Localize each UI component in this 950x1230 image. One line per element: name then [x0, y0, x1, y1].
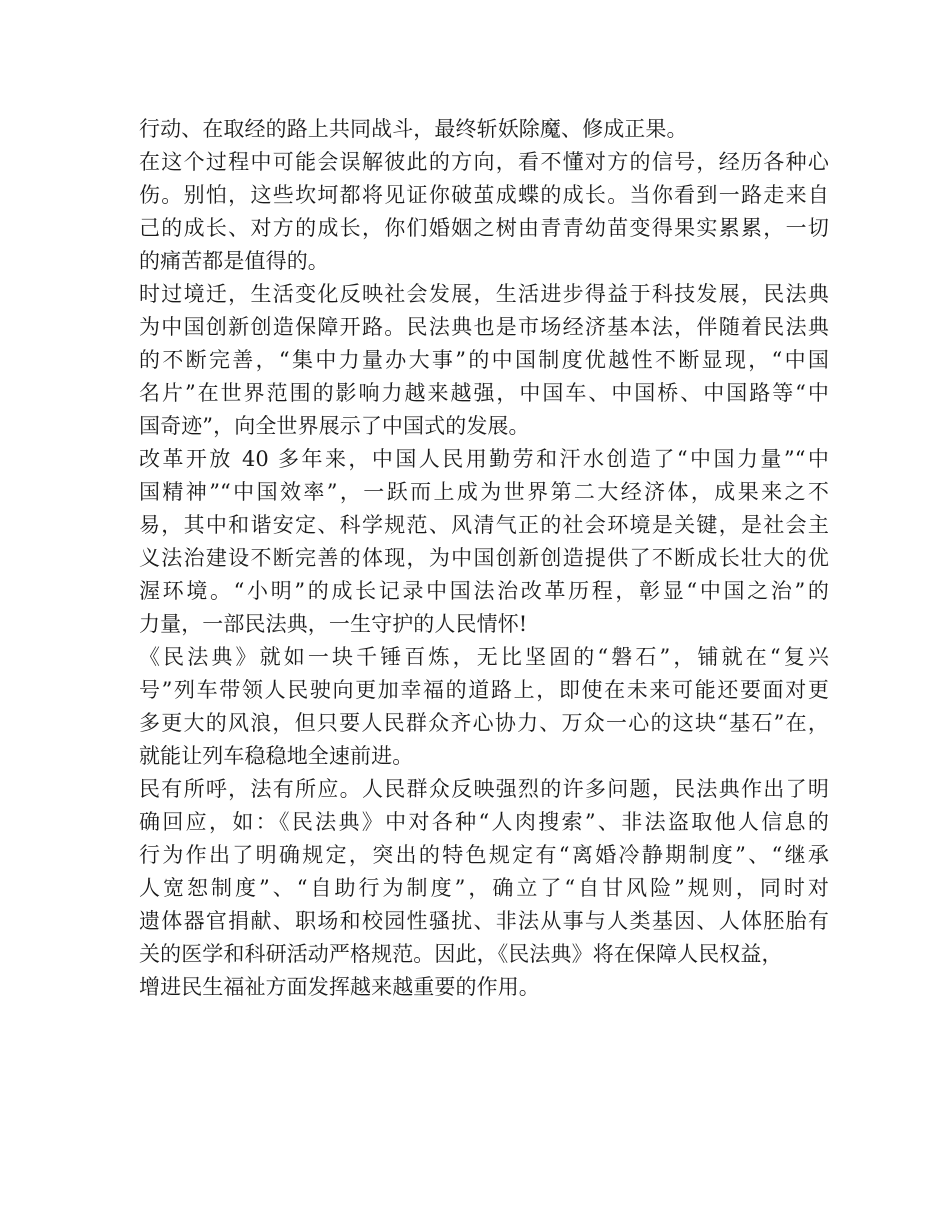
text-line: 义法治建设不断完善的体现，为中国创新创造提供了不断成长壮大的优 [139, 546, 829, 570]
text-line: 号”列车带领人民驶向更加幸福的道路上，即使在未来可能还要面对更 [139, 678, 829, 702]
text-line: 确回应，如：《民法典》中对各种“人肉搜索”、非法盗取他人信息的 [139, 810, 829, 834]
text-line: 国奇迹”，向全世界展示了中国式的发展。 [139, 414, 530, 438]
text-line: 伤。别怕，这些坎坷都将见证你破茧成蝶的成长。当你看到一路走来自 [139, 183, 829, 207]
text-line: 多更大的风浪，但只要人民群众齐心协力、万众一心的这块“基石”在， [139, 711, 829, 735]
text-line: 关的医学和科研活动严格规范。因此，《民法典》将在保障人民权益， [139, 942, 783, 966]
text-line: 增进民生福祉方面发挥越来越重要的作用。 [139, 975, 540, 999]
paragraph [139, 641, 829, 773]
text-line: 力量，一部民法典，一生守护的人民情怀! [139, 612, 528, 636]
text-line: 民有所呼，法有所应。人民群众反映强烈的许多问题，民法典作出了明 [139, 777, 829, 801]
paragraph [139, 773, 829, 1004]
paragraph [139, 443, 829, 641]
paragraph [139, 113, 829, 146]
text-line: 易，其中和谐安定、科学规范、风清气正的社会环境是关键，是社会主 [139, 513, 829, 537]
text-line: 人宽恕制度”、“自助行为制度”，确立了“自甘风险”规则，同时对 [139, 876, 829, 900]
paragraph [139, 146, 829, 278]
paragraph [139, 278, 829, 443]
text-line: 《民法典》就如一块千锤百炼，无比坚固的“磐石”，铺就在“复兴 [139, 645, 829, 669]
text-line: 为中国创新创造保障开路。民法典也是市场经济基本法，伴随着民法典 [139, 315, 829, 339]
text-line: 时过境迁，生活变化反映社会发展，生活进步得益于科技发展，民法典 [139, 282, 829, 306]
text-line: 遗体器官捐献、职场和校园性骚扰、非法从事与人类基因、人体胚胎有 [139, 909, 829, 933]
text-line: 在这个过程中可能会误解彼此的方向，看不懂对方的信号，经历各种心 [139, 150, 829, 174]
text-line: 名片”在世界范围的影响力越来越强，中国车、中国桥、中国路等“中 [139, 381, 829, 405]
text-line: 渥环境。“小明”的成长记录中国法治改革历程，彰显“中国之治”的 [139, 579, 829, 603]
text-line: 行为作出了明确规定，突出的特色规定有“离婚冷静期制度”、“继承 [139, 843, 829, 867]
text-line: 改革开放 40 多年来，中国人民用勤劳和汗水创造了“中国力量”“中 [139, 447, 829, 471]
document-body [139, 113, 829, 1004]
text-line: 己的成长、对方的成长，你们婚姻之树由青青幼苗变得果实累累，一切 [139, 216, 829, 240]
text-line: 行动、在取经的路上共同战斗，最终斩妖除魔、修成正果。 [139, 117, 688, 141]
text-line: 的不断完善，“集中力量办大事”的中国制度优越性不断显现，“中国 [139, 348, 829, 372]
text-line: 的痛苦都是值得的。 [139, 249, 329, 273]
text-line: 国精神”“中国效率”，一跃而上成为世界第二大经济体，成果来之不 [139, 480, 829, 504]
text-line: 就能让列车稳稳地全速前进。 [139, 744, 414, 768]
